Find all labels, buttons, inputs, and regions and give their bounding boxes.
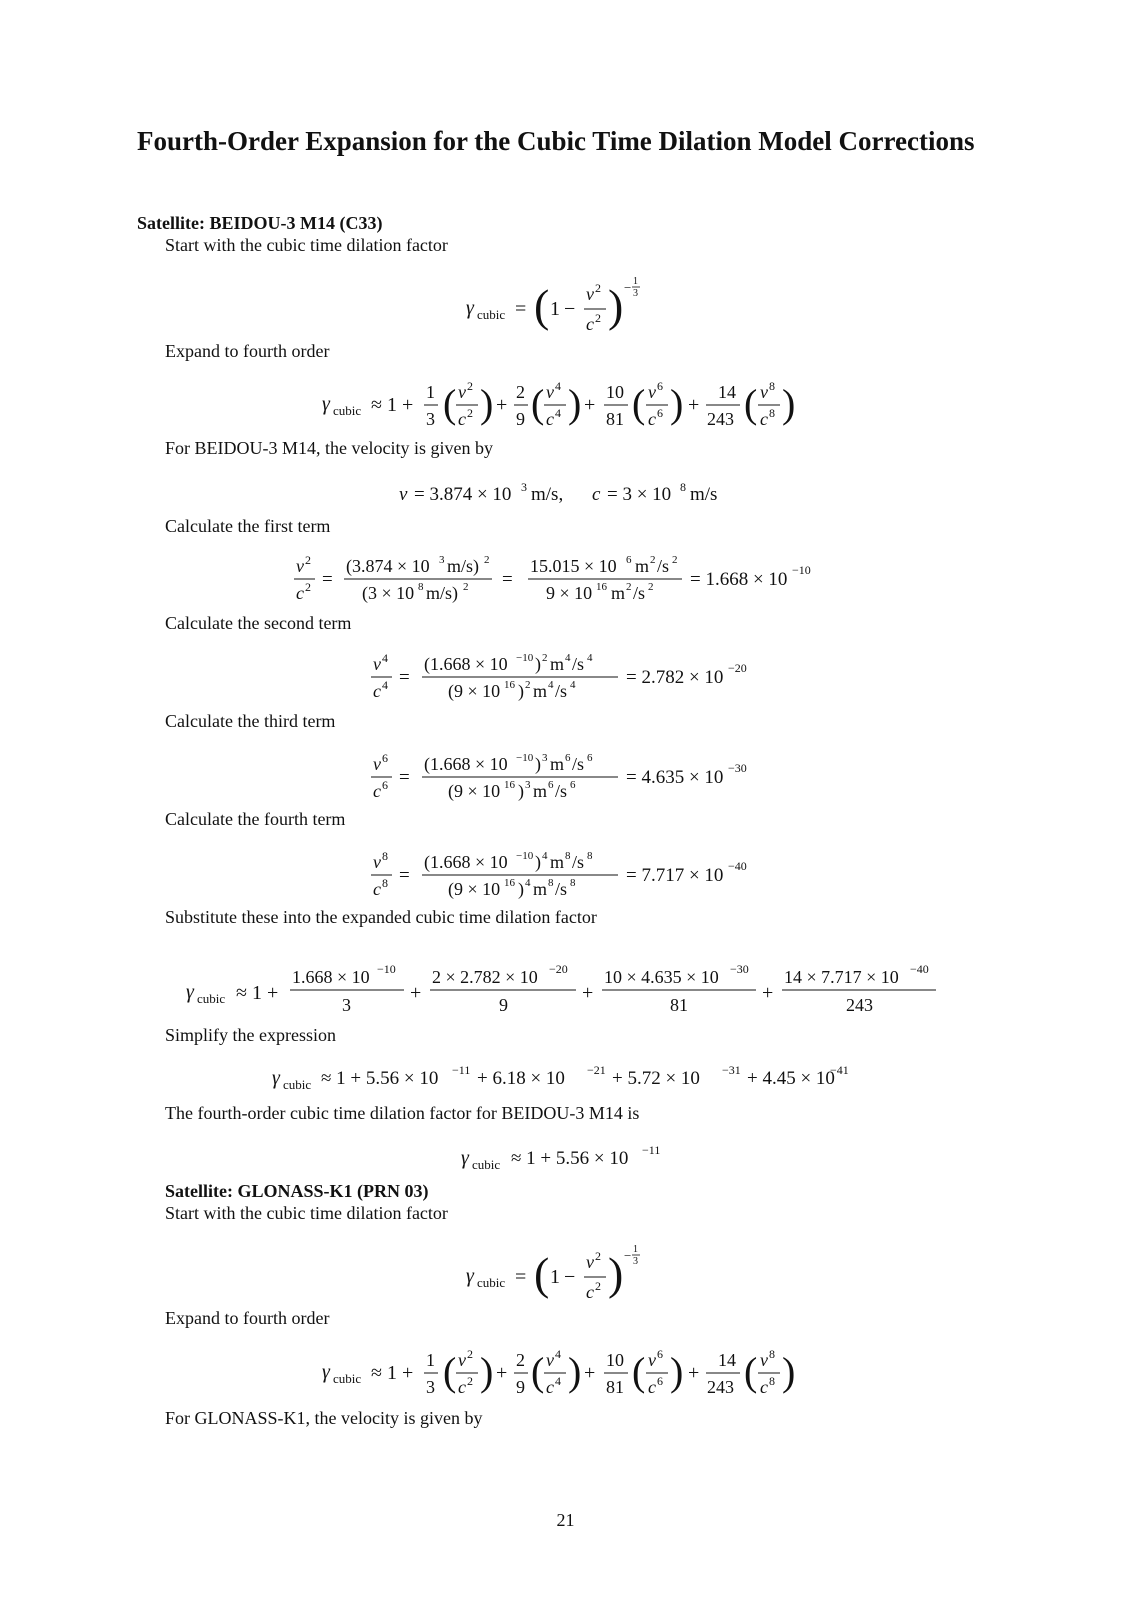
svg-text:81: 81	[606, 409, 624, 429]
paragraph-text: Substitute these into the expanded cubic time dilation factor	[165, 907, 597, 927]
svg-text:m: m	[533, 681, 548, 701]
paragraph-text: Expand to fourth order	[165, 1308, 330, 1328]
svg-text:4: 4	[555, 406, 561, 420]
svg-text:= 1.668 × 10: = 1.668 × 10	[690, 569, 788, 590]
svg-text:(: (	[632, 381, 646, 426]
equation-second-term	[0, 650, 1131, 706]
svg-text:v: v	[648, 1350, 656, 1370]
svg-text:14: 14	[718, 1350, 736, 1370]
svg-text:2: 2	[516, 1350, 525, 1370]
svg-text:≈ 1 +: ≈ 1 +	[371, 394, 414, 416]
svg-text:1: 1	[550, 1266, 560, 1288]
svg-text:+: +	[584, 394, 596, 416]
svg-text:4: 4	[542, 850, 548, 862]
svg-text:v: v	[296, 556, 304, 576]
svg-text:2: 2	[626, 581, 632, 593]
svg-text:=: =	[399, 667, 410, 688]
svg-text:16: 16	[504, 779, 515, 791]
svg-text:81: 81	[670, 995, 688, 1015]
svg-text:): )	[670, 1349, 684, 1394]
svg-text:2: 2	[484, 554, 490, 566]
svg-text:16: 16	[504, 877, 515, 889]
paragraph-text: Start with the cubic time dilation factor	[165, 1203, 448, 1223]
svg-text:−10: −10	[516, 752, 534, 764]
svg-text:3: 3	[342, 995, 351, 1015]
paragraph-text: Calculate the third term	[165, 711, 336, 731]
paragraph-text: Start with the cubic time dilation factor	[165, 235, 448, 255]
svg-text:cubic: cubic	[333, 403, 362, 418]
satellite-header: Satellite: GLONASS-K1 (PRN 03)	[165, 1181, 429, 1201]
equation-substituted	[0, 960, 1131, 1020]
svg-text:(1.668 × 10: (1.668 × 10	[424, 654, 508, 674]
svg-text:9: 9	[499, 995, 508, 1015]
svg-text:8: 8	[565, 850, 571, 862]
svg-text:4: 4	[555, 1374, 561, 1388]
svg-text:4: 4	[548, 679, 554, 691]
svg-text:v: v	[373, 852, 381, 872]
svg-text:+: +	[762, 982, 774, 1004]
svg-text:(: (	[744, 1349, 758, 1394]
svg-text:−31: −31	[722, 1063, 741, 1077]
svg-text:cubic: cubic	[472, 1157, 501, 1172]
svg-text:−30: −30	[728, 761, 747, 775]
svg-text:−20: −20	[728, 661, 747, 675]
svg-text:3: 3	[439, 554, 445, 566]
svg-text:c: c	[586, 314, 594, 334]
svg-text:3: 3	[426, 409, 435, 429]
svg-text:−20: −20	[549, 962, 568, 976]
svg-text:+: +	[582, 982, 594, 1004]
svg-text:3: 3	[633, 1256, 638, 1267]
svg-text:−40: −40	[910, 962, 929, 976]
svg-text:/s: /s	[555, 681, 568, 701]
page-number: 21	[556, 1510, 575, 1530]
svg-text:3: 3	[633, 288, 638, 299]
svg-text:2: 2	[595, 1249, 601, 1263]
svg-text:): )	[518, 681, 524, 701]
svg-text:−11: −11	[642, 1143, 661, 1157]
svg-text:8: 8	[680, 480, 686, 494]
svg-text:/s: /s	[555, 879, 568, 899]
svg-text:6: 6	[626, 554, 632, 566]
svg-text:= 2.782 × 10: = 2.782 × 10	[626, 667, 724, 688]
svg-text:2: 2	[650, 554, 656, 566]
svg-text:−: −	[564, 298, 576, 320]
svg-text:+ 6.18 × 10: + 6.18 × 10	[477, 1068, 565, 1089]
svg-text:+: +	[584, 1362, 596, 1384]
svg-text:cubic: cubic	[283, 1077, 312, 1092]
svg-text:/s: /s	[572, 654, 585, 674]
paragraph-text: Calculate the first term	[165, 516, 331, 536]
svg-text:(: (	[632, 1349, 646, 1394]
svg-text:2: 2	[305, 580, 311, 594]
svg-text:4: 4	[555, 1347, 561, 1361]
svg-text:4: 4	[382, 651, 388, 665]
svg-text:4: 4	[570, 679, 576, 691]
svg-text:243: 243	[707, 409, 734, 429]
svg-text:1: 1	[426, 382, 435, 402]
svg-text:+: +	[688, 394, 700, 416]
svg-text:γ: γ	[461, 1147, 469, 1169]
svg-text:γ: γ	[322, 393, 330, 415]
svg-text:81: 81	[606, 1377, 624, 1397]
svg-text:(: (	[534, 280, 550, 331]
svg-text:3: 3	[525, 779, 531, 791]
svg-text:c: c	[760, 1377, 768, 1397]
svg-text:8: 8	[570, 877, 576, 889]
svg-text:2: 2	[648, 581, 654, 593]
svg-text:2: 2	[467, 406, 473, 420]
svg-text:16: 16	[596, 581, 607, 593]
svg-text:): )	[670, 381, 684, 426]
svg-text:6: 6	[382, 778, 388, 792]
section-heading: Fourth-Order Expansion for the Cubic Time Dilation Model Corrections	[137, 126, 975, 156]
svg-text:8: 8	[382, 876, 388, 890]
svg-text:−: −	[564, 1266, 576, 1288]
svg-text:4: 4	[587, 652, 593, 664]
svg-text:(9 × 10: (9 × 10	[448, 879, 501, 899]
svg-text:2: 2	[542, 652, 548, 664]
svg-text:γ: γ	[322, 1361, 330, 1383]
equation-fourth-term	[0, 848, 1131, 904]
svg-text:v: v	[648, 382, 656, 402]
svg-text:6: 6	[657, 379, 663, 393]
svg-text:16: 16	[504, 679, 515, 691]
equation-expansion	[0, 1340, 1131, 1404]
svg-text:): )	[608, 1248, 624, 1299]
svg-text:c: c	[592, 484, 601, 505]
svg-text:6: 6	[657, 1374, 663, 1388]
svg-text:): )	[782, 381, 796, 426]
svg-text:6: 6	[382, 751, 388, 765]
paragraph-text: For GLONASS-K1, the velocity is given by	[165, 1408, 483, 1428]
svg-text:4: 4	[382, 678, 388, 692]
svg-text:+: +	[688, 1362, 700, 1384]
svg-text:6: 6	[570, 779, 576, 791]
svg-text:6: 6	[657, 406, 663, 420]
svg-text:≈ 1 + 5.56 × 10: ≈ 1 + 5.56 × 10	[321, 1068, 439, 1089]
svg-text:=: =	[399, 865, 410, 886]
svg-text:(: (	[443, 1349, 457, 1394]
svg-text:8: 8	[587, 850, 593, 862]
svg-text:cubic: cubic	[477, 307, 506, 322]
paragraph-text: Expand to fourth order	[165, 341, 330, 361]
svg-text:2: 2	[672, 554, 678, 566]
svg-text:(1.668 × 10: (1.668 × 10	[424, 754, 508, 774]
svg-text:1: 1	[426, 1350, 435, 1370]
satellite-header: Satellite: BEIDOU-3 M14 (C33)	[137, 213, 383, 233]
svg-text:−10: −10	[516, 652, 534, 664]
svg-text:2: 2	[463, 581, 469, 593]
svg-text:−30: −30	[730, 962, 749, 976]
svg-text:+ 4.45 × 10: + 4.45 × 10	[747, 1068, 835, 1089]
equation-expansion	[0, 372, 1131, 436]
svg-text:−10: −10	[516, 850, 534, 862]
svg-text:/s: /s	[633, 583, 646, 603]
svg-text:(: (	[534, 1248, 550, 1299]
svg-text:c: c	[458, 1377, 466, 1397]
svg-text:(3 × 10: (3 × 10	[362, 583, 415, 603]
svg-text:): )	[568, 381, 582, 426]
svg-text:+ 5.72 × 10: + 5.72 × 10	[612, 1068, 700, 1089]
svg-text:2: 2	[467, 1347, 473, 1361]
svg-text:v: v	[586, 1252, 594, 1272]
equation-gamma-definition	[0, 1240, 1131, 1310]
svg-text:= 4.635 × 10: = 4.635 × 10	[626, 767, 724, 788]
svg-text:m/s): m/s)	[447, 556, 480, 576]
svg-text:10 × 4.635 × 10: 10 × 4.635 × 10	[604, 967, 719, 987]
svg-text:8: 8	[769, 379, 775, 393]
svg-text:): )	[518, 879, 524, 899]
svg-text:γ: γ	[466, 297, 474, 319]
svg-text:=: =	[399, 767, 410, 788]
svg-text:(: (	[744, 381, 758, 426]
svg-text:−41: −41	[830, 1063, 849, 1077]
svg-text:3: 3	[521, 480, 527, 494]
svg-text:=: =	[515, 298, 527, 320]
svg-text:243: 243	[707, 1377, 734, 1397]
svg-text:c: c	[760, 409, 768, 429]
svg-text:c: c	[648, 1377, 656, 1397]
svg-text:cubic: cubic	[197, 991, 226, 1006]
svg-text:v: v	[373, 654, 381, 674]
svg-text:4: 4	[525, 877, 531, 889]
svg-text:2: 2	[595, 1279, 601, 1293]
svg-text:m: m	[550, 654, 565, 674]
svg-text:m: m	[635, 556, 650, 576]
equation-third-term	[0, 750, 1131, 806]
svg-text:cubic: cubic	[333, 1371, 362, 1386]
svg-text:2: 2	[305, 553, 311, 567]
svg-text:−10: −10	[792, 563, 811, 577]
svg-text:(3.874 × 10: (3.874 × 10	[346, 556, 430, 576]
svg-text:c: c	[648, 409, 656, 429]
paragraph-text: Simplify the expression	[165, 1025, 336, 1045]
svg-text:v: v	[546, 382, 554, 402]
svg-text:=: =	[502, 569, 513, 590]
svg-text:6: 6	[548, 779, 554, 791]
svg-text:3: 3	[542, 752, 548, 764]
svg-text:4: 4	[555, 379, 561, 393]
svg-text:m: m	[533, 781, 548, 801]
svg-text:): )	[568, 1349, 582, 1394]
svg-text:1: 1	[633, 1244, 638, 1255]
svg-text:3: 3	[426, 1377, 435, 1397]
svg-text:): )	[535, 654, 541, 674]
svg-text:v: v	[760, 382, 768, 402]
svg-text:1: 1	[633, 276, 638, 287]
svg-text:): )	[480, 381, 494, 426]
svg-text:−40: −40	[728, 859, 747, 873]
svg-text:9 × 10: 9 × 10	[546, 583, 593, 603]
svg-text:m/s,: m/s,	[531, 484, 564, 505]
svg-text:m: m	[550, 754, 565, 774]
svg-text:c: c	[373, 781, 381, 801]
svg-text:2: 2	[467, 1374, 473, 1388]
svg-text:8: 8	[769, 406, 775, 420]
svg-text:m: m	[533, 879, 548, 899]
svg-text:243: 243	[846, 995, 873, 1015]
svg-text:= 3 × 10: = 3 × 10	[607, 484, 672, 505]
equation-first-term	[0, 552, 1131, 608]
svg-text:/s: /s	[657, 556, 670, 576]
equation-gamma-definition	[0, 272, 1131, 342]
svg-text:v: v	[760, 1350, 768, 1370]
svg-text:14 × 7.717 × 10: 14 × 7.717 × 10	[784, 967, 899, 987]
svg-text:9: 9	[516, 409, 525, 429]
svg-text:8: 8	[418, 581, 424, 593]
svg-text:=: =	[515, 1266, 527, 1288]
paragraph-text: For BEIDOU-3 M14, the velocity is given by	[165, 438, 493, 458]
svg-text:(9 × 10: (9 × 10	[448, 781, 501, 801]
svg-text:): )	[608, 280, 624, 331]
svg-text:c: c	[546, 1377, 554, 1397]
svg-text:): )	[518, 781, 524, 801]
equation-simplified	[0, 1060, 1131, 1092]
svg-text:10: 10	[606, 1350, 624, 1370]
svg-text:): )	[782, 1349, 796, 1394]
svg-text:(1.668 × 10: (1.668 × 10	[424, 852, 508, 872]
svg-text:(: (	[531, 1349, 545, 1394]
svg-text:c: c	[546, 409, 554, 429]
svg-text:/s: /s	[572, 852, 585, 872]
svg-text:2: 2	[595, 281, 601, 295]
svg-text:6: 6	[565, 752, 571, 764]
svg-text:m: m	[550, 852, 565, 872]
svg-text:2: 2	[467, 379, 473, 393]
svg-text:≈ 1 +: ≈ 1 +	[236, 982, 279, 1004]
svg-text:cubic: cubic	[477, 1275, 506, 1290]
svg-text:γ: γ	[186, 981, 194, 1003]
svg-text:−11: −11	[452, 1063, 471, 1077]
svg-text:−: −	[624, 1248, 632, 1263]
svg-text:v: v	[458, 1350, 466, 1370]
svg-text:v: v	[546, 1350, 554, 1370]
svg-text:≈ 1 + 5.56 × 10: ≈ 1 + 5.56 × 10	[511, 1148, 629, 1169]
svg-text:v: v	[458, 382, 466, 402]
svg-text:2 × 2.782 × 10: 2 × 2.782 × 10	[432, 967, 538, 987]
svg-text:8: 8	[769, 1374, 775, 1388]
svg-text:m/s): m/s)	[426, 583, 459, 603]
svg-text:): )	[480, 1349, 494, 1394]
svg-text:/s: /s	[555, 781, 568, 801]
svg-text:8: 8	[548, 877, 554, 889]
svg-text:14: 14	[718, 382, 736, 402]
svg-text:c: c	[373, 681, 381, 701]
svg-text:(: (	[531, 381, 545, 426]
svg-text:−: −	[624, 280, 632, 295]
svg-text:/s: /s	[572, 754, 585, 774]
svg-text:v: v	[586, 284, 594, 304]
svg-text:γ: γ	[466, 1265, 474, 1287]
svg-text:v: v	[373, 754, 381, 774]
svg-text:8: 8	[382, 849, 388, 863]
svg-text:−10: −10	[377, 962, 396, 976]
svg-text:1: 1	[550, 298, 560, 320]
svg-text:−21: −21	[587, 1063, 606, 1077]
svg-text:15.015 × 10: 15.015 × 10	[530, 556, 617, 576]
equation-velocity	[0, 478, 1131, 508]
paragraph-text: Calculate the second term	[165, 613, 352, 633]
svg-text:+: +	[496, 394, 508, 416]
svg-text:=: =	[322, 569, 333, 590]
svg-text:): )	[535, 754, 541, 774]
svg-text:c: c	[586, 1282, 594, 1302]
svg-text:c: c	[296, 583, 304, 603]
paragraph-text: The fourth-order cubic time dilation factor for BEIDOU-3 M14 is	[165, 1103, 640, 1123]
equation-result	[0, 1140, 1131, 1172]
paragraph-text: Calculate the fourth term	[165, 809, 346, 829]
svg-text:2: 2	[595, 311, 601, 325]
svg-text:≈ 1 +: ≈ 1 +	[371, 1362, 414, 1384]
svg-text:m/s: m/s	[690, 484, 718, 505]
svg-text:γ: γ	[272, 1067, 280, 1089]
svg-text:9: 9	[516, 1377, 525, 1397]
svg-text:8: 8	[769, 1347, 775, 1361]
svg-text:6: 6	[657, 1347, 663, 1361]
svg-text:c: c	[373, 879, 381, 899]
svg-text:10: 10	[606, 382, 624, 402]
svg-text:= 3.874 × 10: = 3.874 × 10	[414, 484, 512, 505]
svg-text:1.668 × 10: 1.668 × 10	[292, 967, 370, 987]
svg-text:+: +	[410, 982, 422, 1004]
svg-text:): )	[535, 852, 541, 872]
svg-text:m: m	[611, 583, 626, 603]
svg-text:(9 × 10: (9 × 10	[448, 681, 501, 701]
svg-text:(: (	[443, 381, 457, 426]
svg-text:c: c	[458, 409, 466, 429]
svg-text:v: v	[399, 484, 408, 505]
svg-text:2: 2	[525, 679, 531, 691]
svg-text:6: 6	[587, 752, 593, 764]
svg-text:= 7.717 × 10: = 7.717 × 10	[626, 865, 724, 886]
svg-text:2: 2	[516, 382, 525, 402]
svg-text:+: +	[496, 1362, 508, 1384]
svg-text:4: 4	[565, 652, 571, 664]
